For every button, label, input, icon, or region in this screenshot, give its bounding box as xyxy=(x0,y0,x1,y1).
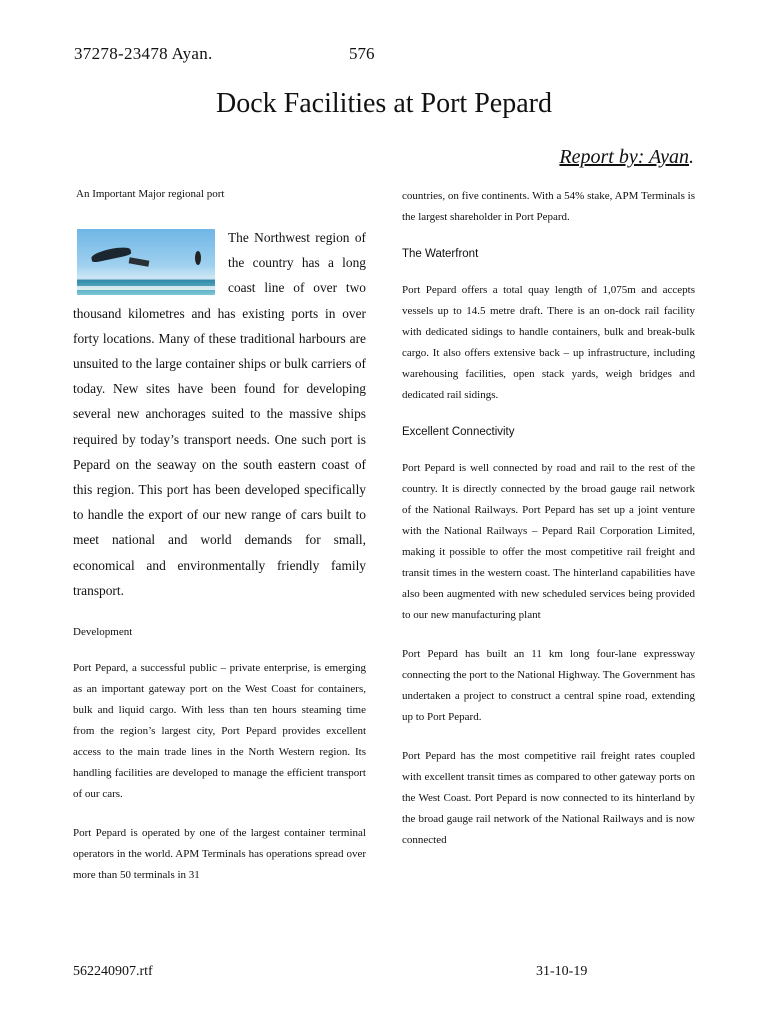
byline-author: Report by: Ayan xyxy=(559,146,689,168)
development-paragraph-2: Port Pepard is operated by one of the largest container terminal operators in the world. APM Terminals has operations spread over more than 50 terminals in 31 xyxy=(73,827,366,882)
footer-filename: 562240907.rtf xyxy=(73,964,153,979)
continued-paragraph: countries, on five continents. With a 54% stake, APM Terminals is the largest shareholder in Port Pepard. xyxy=(402,190,695,223)
intro-paragraph: The Northwest region of the country has a long coast line of over two thousand kilometres and has existing ports in over forty locations. Many of these traditional harbours are unsuited to the large container ships or bulk carriers of today. New sites have been found for developing several new anchorages suited to the massive ships required by today’s transport needs. One such port is Pepard on the seaway on the south eastern coast of this region. This port has been developed specifically to handle the export of our new range of cars built to meet national and world demands for small, economical and environmentally friendly family transport. xyxy=(73,230,366,598)
connectivity-paragraph-2: Port Pepard has built an 11 km long four-lane expressway connecting the port to the National Highway. The Government has undertaken a project to construct a central spine road, extending up to Port Pepard. xyxy=(402,648,695,723)
connectivity-paragraph-3: Port Pepard has the most competitive rail freight rates coupled with excellent transit times as compared to other gateway ports on the West Coast. Port Pepard is now connected to its hinterland by the broad gauge rail network of the National Railways and is now connected xyxy=(402,750,695,846)
right-column xyxy=(402,186,695,869)
development-paragraph-1: Port Pepard, a successful public – private enterprise, is emerging as an important gateway port on the West Coast for containers, bulk and liquid cargo. With less than ten hours steaming time from the region’s largest city, Port Pepard provides excellent access to the main trade lines in the North Western region. Its handling facilities are developed to manage the efficient transport of our cars. xyxy=(73,662,366,801)
page-number: 576 xyxy=(349,44,375,63)
document-id: 37278-23478 Ayan. xyxy=(74,44,213,63)
footer-date: 31-10-19 xyxy=(536,964,588,979)
left-column xyxy=(73,186,366,904)
image-caption: An Important Major regional port xyxy=(76,188,225,200)
connectivity-heading: Excellent Connectivity xyxy=(402,426,515,438)
byline xyxy=(559,146,694,169)
development-heading: Development xyxy=(73,626,133,639)
byline-period: . xyxy=(689,146,694,168)
waterfront-paragraph: Port Pepard offers a total quay length of 1,075m and accepts vessels up to 14.5 metre draft. There is an on-dock rail facility with dedicated sidings to handle containers, bulk and break-bulk cargo. It also offers extensive back – up infrastructure, including warehousing facilities, open stack yards, weigh bridges and dedicated rail sidings. xyxy=(402,284,695,401)
page-title: Dock Facilities at Port Pepard xyxy=(216,88,552,119)
kitesurf-photo xyxy=(77,229,215,295)
connectivity-paragraph-1: Port Pepard is well connected by road and rail to the rest of the country. It is directly connected by the broad gauge rail network of the National Railways. Port Pepard has set up a joint venture with the National Railways – Pepard Rail Corporation Limited, making it possible to offer the most competitive rail freight and transit times in the western coast. The hinterland capabilities have also been augmented with new scheduled services being provided to our new manufacturing plant xyxy=(402,462,695,621)
waterfront-heading: The Waterfront xyxy=(402,248,479,260)
